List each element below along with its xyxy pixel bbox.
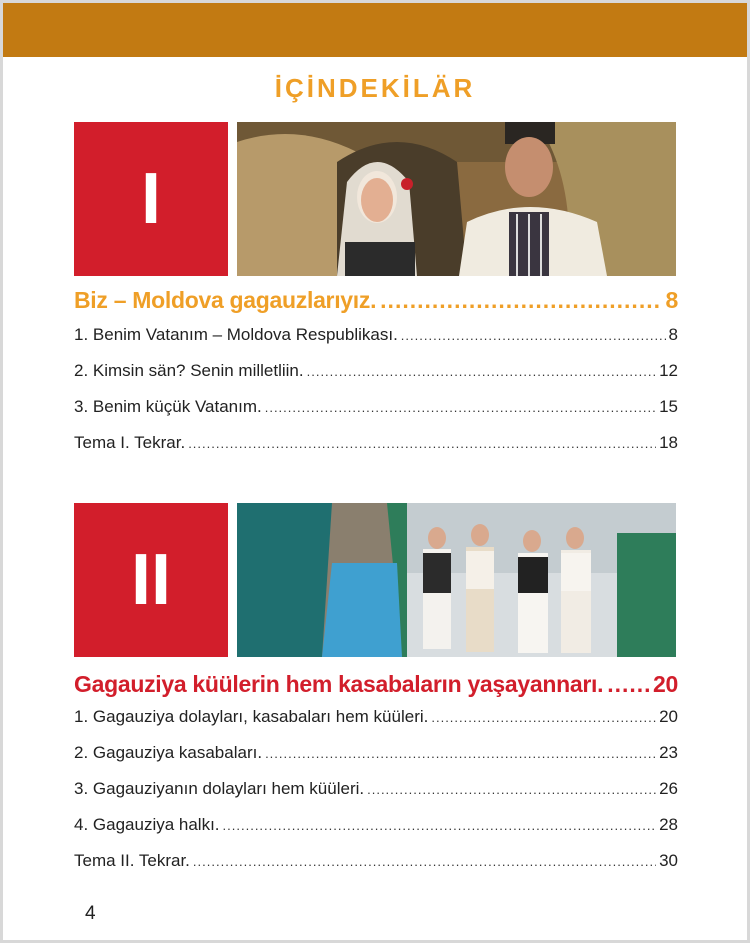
toc-entry[interactable] <box>74 851 678 887</box>
toc-entry[interactable] <box>74 433 678 469</box>
toc-entry-page: 23 <box>659 743 678 762</box>
section-1-heading-leader <box>380 287 661 314</box>
section-1-heading-text: Biz – Moldova gagauzlarıyız. <box>74 287 377 313</box>
toc-leader <box>265 743 656 763</box>
section-2-banner <box>74 503 676 657</box>
section-2-heading-leader <box>607 671 649 698</box>
toc-leader <box>193 851 656 871</box>
toc-entry-label: 2. Kimsin sän? Senin milletliin. <box>74 361 304 380</box>
page-number: 4 <box>85 903 96 924</box>
section-2-entries <box>74 707 678 887</box>
toc-entry[interactable] <box>74 325 678 361</box>
toc-entry-label: 2. Gagauziya kasabaları. <box>74 743 263 762</box>
toc-leader <box>431 707 656 727</box>
toc-entry-label: 3. Benim küçük Vatanım. <box>74 397 262 416</box>
toc-entry-label: 1. Benim Vatanım – Moldova Respublikası. <box>74 325 398 344</box>
toc-entry[interactable] <box>74 779 678 815</box>
section-1-photo <box>237 122 676 276</box>
section-1-number: I <box>140 159 161 239</box>
section-1-number-box <box>74 122 228 276</box>
page <box>3 3 747 940</box>
section-1-entries <box>74 325 678 469</box>
toc-leader <box>307 361 656 381</box>
toc-entry-page: 28 <box>659 815 678 834</box>
toc-leader <box>265 397 656 417</box>
toc-entry[interactable] <box>74 397 678 433</box>
toc-entry[interactable] <box>74 743 678 779</box>
section-2-heading[interactable] <box>74 671 678 698</box>
toc-entry-label: 1. Gagauziya dolayları, kasabaları hem küüleri. <box>74 707 429 726</box>
toc-entry-label: Tema II. Tekrar. <box>74 851 190 870</box>
toc-entry-label: Tema I. Tekrar. <box>74 433 186 452</box>
toc-leader <box>223 815 657 835</box>
section-2-photo <box>237 503 676 657</box>
toc-entry-page: 20 <box>659 707 678 726</box>
toc-entry[interactable] <box>74 815 678 851</box>
section-2-number: II <box>130 540 171 620</box>
section-2-heading-text: Gagauziya küülerin hem kasabaların yaşayannarı. <box>74 671 604 697</box>
toc-entry-label: 4. Gagauziya halkı. <box>74 815 220 834</box>
toc-entry-page: 26 <box>659 779 678 798</box>
toc-entry-page: 8 <box>668 325 678 344</box>
section-1-banner <box>74 122 676 276</box>
toc-entry-label: 3. Gagauziyanın dolayları hem küüleri. <box>74 779 365 798</box>
toc-entry-page: 15 <box>659 397 678 416</box>
toc-entry[interactable] <box>74 707 678 743</box>
section-2-number-box <box>74 503 228 657</box>
section-2-heading-page: 20 <box>653 671 678 697</box>
toc-entry-page: 12 <box>659 361 678 380</box>
page-title: İÇİNDEKİLÄR <box>274 73 476 103</box>
toc-entry-page: 30 <box>659 851 678 870</box>
toc-entry-page: 18 <box>659 433 678 452</box>
toc-leader <box>367 779 656 799</box>
toc-entry[interactable] <box>74 361 678 397</box>
toc-leader <box>188 433 656 453</box>
header-bar <box>3 3 747 57</box>
section-1-heading[interactable] <box>74 287 678 314</box>
section-1-heading-page: 8 <box>665 287 678 313</box>
toc-leader <box>401 325 666 345</box>
